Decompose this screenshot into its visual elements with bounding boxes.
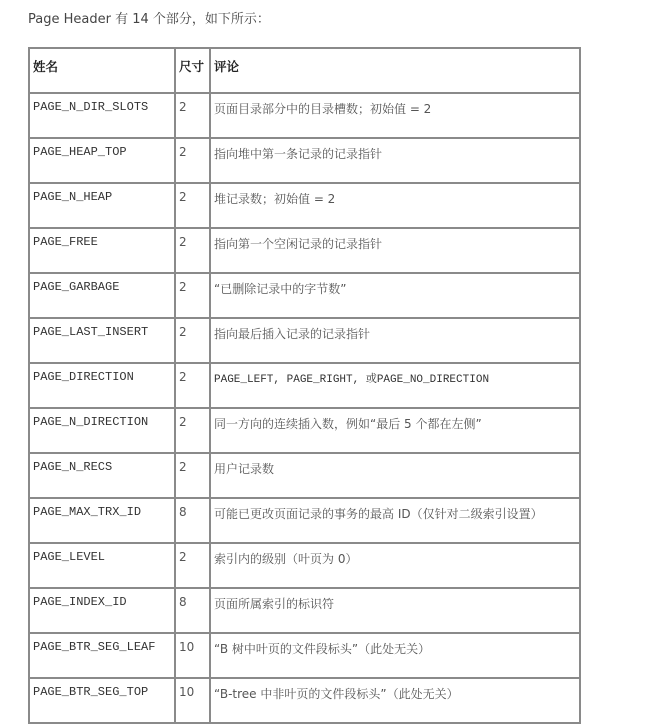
table-row <box>29 453 580 498</box>
field-comment-cell: 指向最后插入记录的记录指针 <box>210 318 580 363</box>
field-size-cell: 2 <box>175 318 210 363</box>
field-size-cell: 2 <box>175 228 210 273</box>
field-size-cell: 2 <box>175 273 210 318</box>
field-comment-cell: 页面目录部分中的目录槽数；初始值 = 2 <box>210 93 580 138</box>
table-header-row <box>29 48 580 93</box>
column-header-size: 尺寸 <box>175 48 210 93</box>
field-name-cell: PAGE_INDEX_ID <box>29 588 175 633</box>
field-size-cell: 10 <box>175 633 210 678</box>
field-size-cell: 2 <box>175 543 210 588</box>
table-row <box>29 93 580 138</box>
field-name-cell: PAGE_N_DIR_SLOTS <box>29 93 175 138</box>
field-size-cell: 2 <box>175 93 210 138</box>
field-comment-cell: “B 树中叶页的文件段标头”（此处无关） <box>210 633 580 678</box>
field-comment-cell: 可能已更改页面记录的事务的最高 ID（仅针对二级索引设置） <box>210 498 580 543</box>
field-name-cell: PAGE_GARBAGE <box>29 273 175 318</box>
table-row <box>29 408 580 453</box>
field-comment-cell: “已删除记录中的字节数” <box>210 273 580 318</box>
column-header-comment: 评论 <box>210 48 580 93</box>
field-name-cell: PAGE_HEAP_TOP <box>29 138 175 183</box>
field-size-cell: 2 <box>175 363 210 408</box>
table-row <box>29 543 580 588</box>
table-row <box>29 318 580 363</box>
table-row <box>29 228 580 273</box>
field-name-cell: PAGE_N_HEAP <box>29 183 175 228</box>
field-name-cell: PAGE_N_RECS <box>29 453 175 498</box>
page-header-table <box>28 47 581 724</box>
intro-text: Page Header 有 14 个部分，如下所示： <box>28 12 270 27</box>
table-row <box>29 138 580 183</box>
field-comment-cell: 用户记录数 <box>210 453 580 498</box>
table-row <box>29 588 580 633</box>
field-comment-cell: 同一方向的连续插入数，例如“最后 5 个都在左侧” <box>210 408 580 453</box>
field-size-cell: 8 <box>175 498 210 543</box>
field-comment-cell: 指向第一个空闲记录的记录指针 <box>210 228 580 273</box>
comment-text: PAGE_LEFT, PAGE_RIGHT, 或PAGE_NO_DIRECTION <box>214 374 490 386</box>
field-comment-cell: “B-tree 中非叶页的文件段标头”（此处无关） <box>210 678 580 723</box>
field-name-cell: PAGE_BTR_SEG_TOP <box>29 678 175 723</box>
table-row <box>29 273 580 318</box>
table-row <box>29 498 580 543</box>
field-size-cell: 10 <box>175 678 210 723</box>
field-size-cell: 2 <box>175 408 210 453</box>
table-row <box>29 678 580 723</box>
field-name-cell: PAGE_DIRECTION <box>29 363 175 408</box>
table-row <box>29 183 580 228</box>
field-name-cell: PAGE_LAST_INSERT <box>29 318 175 363</box>
field-size-cell: 2 <box>175 138 210 183</box>
field-comment-cell: 页面所属索引的标识符 <box>210 588 580 633</box>
field-comment-cell: 指向堆中第一条记录的记录指针 <box>210 138 580 183</box>
field-size-cell: 2 <box>175 183 210 228</box>
field-name-cell: PAGE_LEVEL <box>29 543 175 588</box>
table-row <box>29 363 580 408</box>
field-comment-cell: 堆记录数；初始值 = 2 <box>210 183 580 228</box>
field-comment-cell <box>210 363 580 408</box>
column-header-name: 姓名 <box>29 48 175 93</box>
field-comment-cell: 索引内的级别（叶页为 0） <box>210 543 580 588</box>
field-name-cell: PAGE_MAX_TRX_ID <box>29 498 175 543</box>
field-name-cell: PAGE_FREE <box>29 228 175 273</box>
table-row <box>29 633 580 678</box>
field-name-cell: PAGE_BTR_SEG_LEAF <box>29 633 175 678</box>
field-size-cell: 2 <box>175 453 210 498</box>
field-name-cell: PAGE_N_DIRECTION <box>29 408 175 453</box>
field-size-cell: 8 <box>175 588 210 633</box>
